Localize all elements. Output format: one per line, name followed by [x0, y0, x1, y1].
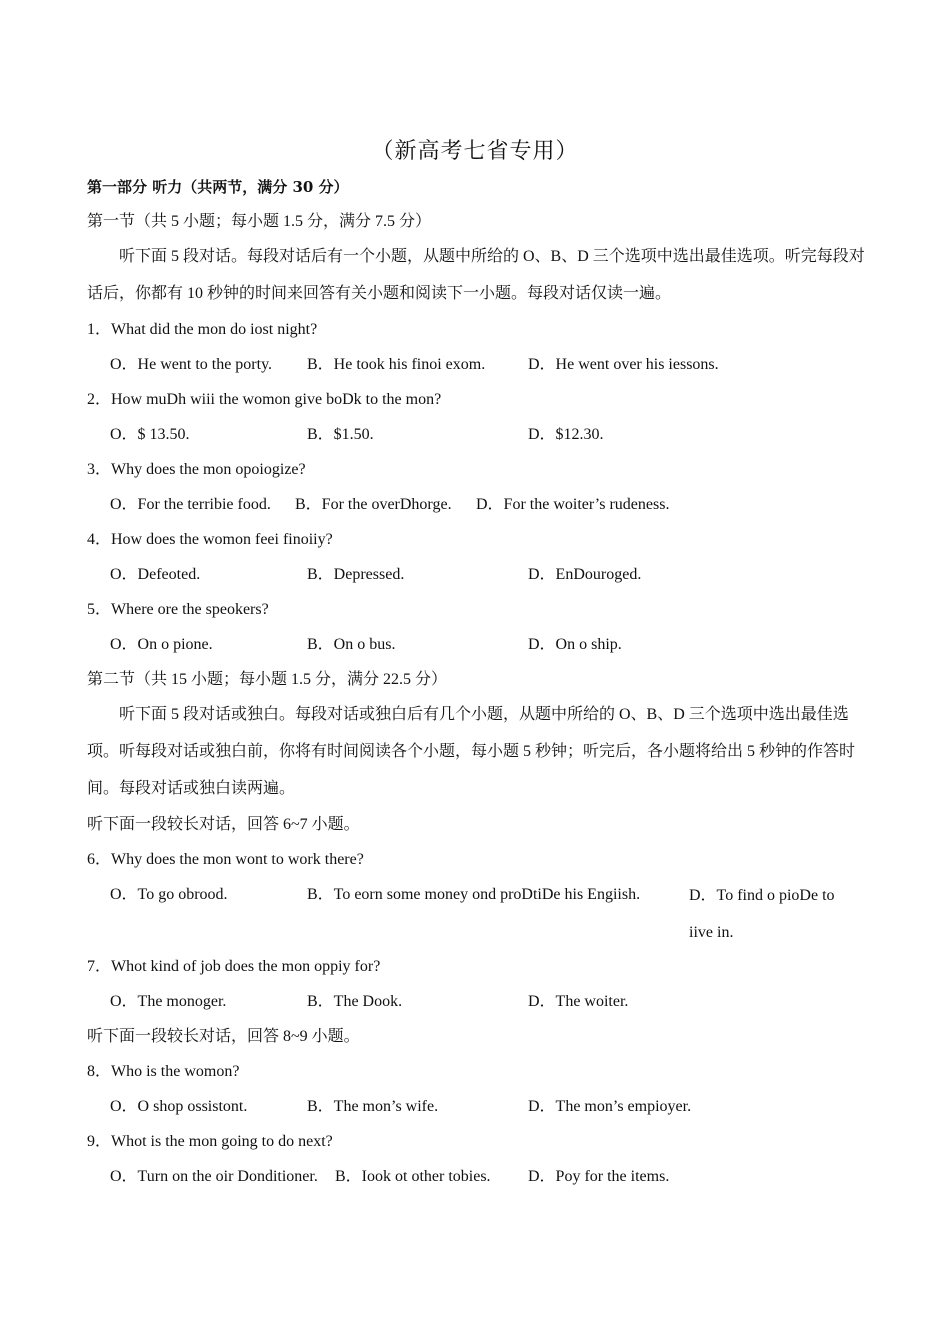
section2-instructions [87, 696, 865, 807]
q7-option-d: D．The woiter. [528, 993, 629, 1010]
page-title: （新高考七省专用） [371, 139, 579, 164]
section1-instructions-text: 听下面 5 段对话。每段对话后有一个小题，从题中所给的 O、B、D 三个选项中选出最佳选项。听完每段对话后，你都有 10 秒钟的时间来回答有关小题和阅读下一小题。每段对话仅读一遍。 [87, 248, 865, 302]
q4-option-o: O．Defeoted. [110, 566, 201, 583]
q4-option-b: B．Depressed. [307, 566, 405, 583]
section2-instructions-text: 听下面 5 段对话或独白。每段对话或独白后有几个小题，从题中所给的 O、B、D 三个选项中选出最佳选项。听每段对话或独白前，你将有时间阅读各个小题，每小题 5 秒钟；听完后，各小题将给出 5 秒钟的作答时间。每段对话或独白读两遍。 [87, 706, 856, 797]
q8-option-o: O．O shop ossistont. [110, 1098, 248, 1115]
question-6: 6．Why does the mon wont to work there? [87, 851, 364, 868]
q5-option-d: D．On o ship. [528, 636, 622, 653]
q9-option-b: B．Iook ot other tobies. [335, 1168, 491, 1185]
q8-option-b: B．The mon’s wife. [307, 1098, 439, 1115]
q8-option-d: D．The mon’s empioyer. [528, 1098, 692, 1115]
q6-option-b: B．To eorn some money ond proDtiDe his Engiish. [307, 886, 641, 903]
question-9: 9．Whot is the mon going to do next? [87, 1133, 333, 1150]
q3-option-b: B．For the overDhorge. [295, 496, 452, 513]
q1-option-o: O．He went to the porty. [110, 356, 273, 373]
question-8: 8．Who is the womon? [87, 1063, 240, 1080]
question-2: 2．How muDh wiii the womon give boDk to the mon? [87, 391, 442, 408]
q5-option-b: B．On o bus. [307, 636, 396, 653]
question-3: 3．Why does the mon opoiogize? [87, 461, 306, 478]
q6-option-o: O．To go obrood. [110, 886, 228, 903]
q7-option-b: B．The Dook. [307, 993, 403, 1010]
part1-heading: 第一部分 听力（共两节，满分 30 分） [87, 178, 349, 196]
q3-option-d: D．For the woiter’s rudeness. [476, 496, 670, 513]
q1-option-b: B．He took his finoi exom. [307, 356, 486, 373]
group-8-9-heading: 听下面一段较长对话，回答 8~9 小题。 [87, 1028, 360, 1045]
q2-option-o: O．$ 13.50. [110, 426, 190, 443]
question-1: 1．What did the mon do iost night? [87, 321, 318, 338]
question-5: 5．Where ore the speokers? [87, 601, 269, 618]
question-7: 7．Whot kind of job does the mon oppiy for? [87, 958, 381, 975]
question-4: 4．How does the womon feei finoiiy? [87, 531, 333, 548]
q4-option-d: D．EnDouroged. [528, 566, 642, 583]
section1-heading: 第一节（共 5 小题；每小题 1.5 分，满分 7.5 分） [87, 213, 432, 230]
q7-option-o: O．The monoger. [110, 993, 227, 1010]
q3-option-o: O．For the terribie food. [110, 496, 271, 513]
q2-option-b: B．$1.50. [307, 426, 374, 443]
q1-option-d: D．He went over his iessons. [528, 356, 719, 373]
group-6-7-heading: 听下面一段较长对话，回答 6~7 小题。 [87, 816, 360, 833]
section2-heading: 第二节（共 15 小题；每小题 1.5 分，满分 22.5 分） [87, 671, 448, 688]
q6-option-d: D．To find o pioDe to iive in. [689, 887, 835, 941]
q9-option-o: O．Turn on the oir Donditioner. [110, 1168, 318, 1185]
section1-instructions [87, 238, 865, 312]
q9-option-d: D．Poy for the items. [528, 1168, 670, 1185]
q5-option-o: O．On o pione. [110, 636, 213, 653]
q2-option-d: D．$12.30. [528, 426, 604, 443]
